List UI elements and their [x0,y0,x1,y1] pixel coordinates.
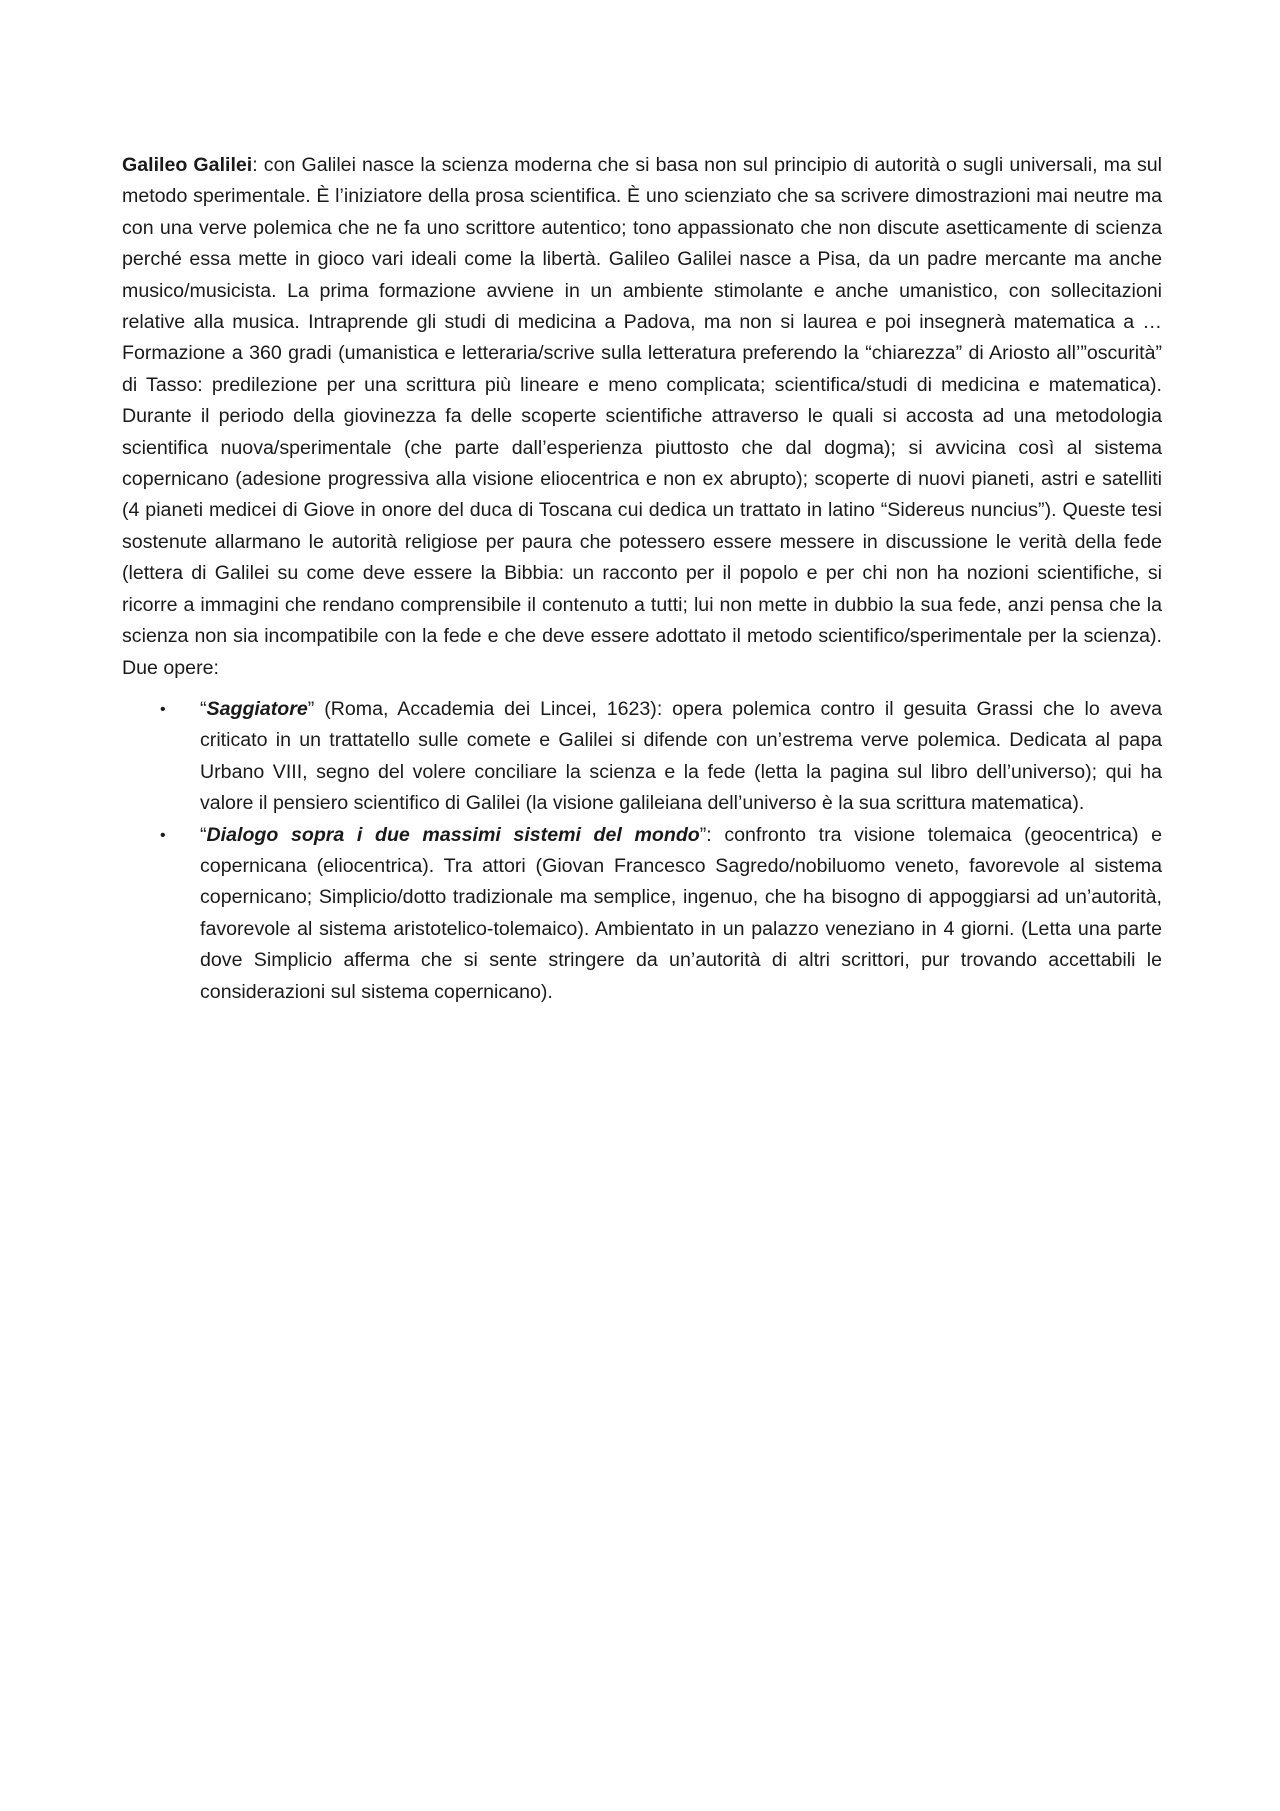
open-quote: “ [200,823,207,846]
works-list [122,694,1162,1008]
list-item [122,694,1162,820]
close-quote: ” [699,823,707,846]
bullet-icon: • [160,826,166,844]
close-quote: ” [307,697,315,720]
bullet-icon: • [160,700,166,718]
work-title: Dialogo sopra i due massimi sistemi del mondo [206,823,700,846]
list-item [122,820,1162,1008]
intro-text: : con Galilei nasce la scienza moderna che si basa non sul principio di autorità o sugli universali, ma sul metodo sperimentale. È l’iniziatore della prosa scientifica. È uno scienziato che sa scrivere dimostrazioni mai neutre ma con una verve polemica che ne fa uno scrittore autentico; tono appassionato che non discute asetticamente di scienza perché essa mette in gioco vari ideali come la libertà. Galileo Galilei nasce a Pisa, da un padre mercante ma anche musico/musicista. La prima formazione avviene in un ambiente stimolante e anche umanistico, con sollecitazioni relative alla musica. Intraprende gli studi di medicina a Padova, ma non si laurea e poi insegnerà matematica a … Formazione a 360 gradi (umanistica e letteraria/scrive sulla letteratura preferendo la “chiarezza” di Ariosto all’”oscurità” di Tasso: predilezione per una scrittura più lineare e meno complicata; scientifica/studi di medicina e matematica). Durante il periodo della giovinezza fa delle scoperte scientifiche attraverso le quali si accosta ad una metodologia scientifica nuova/sperimentale (che parte dall’esperienza piuttosto che dal dogma); si avvicina così al sistema copernicano (adesione progressiva alla visione eliocentrica e non ex abrupto); scoperte di nuovi pianeti, astri e satelliti (4 pianeti medicei di Giove in onore del duca di Toscana cui dedica un trattato in latino “Sidereus nuncius”). Queste tesi sostenute allarmano le autorità religiose per paura che potessero essere messere in discussione le verità della fede (lettera di Galilei su come deve essere la Bibbia: un racconto per il popolo e per chi non ha nozioni scientifiche, si ricorre a immagini che rendano comprensibile il contenuto a tutti; lui non mette in dubbio la sua fede, anzi pensa che la scienza non sia incompatibile con la fede e che deve essere adottato il metodo scientifico/sperimentale per la scienza). Due opere: [122,154,1162,679]
open-quote: “ [200,697,207,720]
intro-heading: Galileo Galilei [122,154,253,176]
document-body [122,150,1162,1008]
work-title: Saggiatore [206,697,308,720]
intro-paragraph [122,150,1162,684]
work-description: : confronto tra visione tolemaica (geocentrica) e copernicana (eliocentrica). Tra attori (Giovan Francesco Sagredo/nobiluomo veneto, favorevole al sistema copernicano; Simplicio/dotto tradizionale ma semplice, ingenuo, che ha bisogno di appoggiarsi ad un’autorità, favorevole al sistema aristotelico-tolemaico). Ambientato in un palazzo veneziano in 4 giorni. (Letta una parte dove Simplicio afferma che si sente stringere da un’autorità di altri scrittori, pur trovando accettabili le considerazioni sul sistema copernicano). [200,823,1162,1003]
work-description: (Roma, Accademia dei Lincei, 1623): opera polemica contro il gesuita Grassi che lo aveva criticato in un trattatello sulle comete e Galilei si difende con un’estrema verve polemica. Dedicata al papa Urbano VIII, segno del volere conciliare la scienza e la fede (letta la pagina sul libro dell’universo); qui ha valore il pensiero scientifico di Galilei (la visione galileiana dell’universo è la sua scrittura matematica). [200,697,1162,815]
